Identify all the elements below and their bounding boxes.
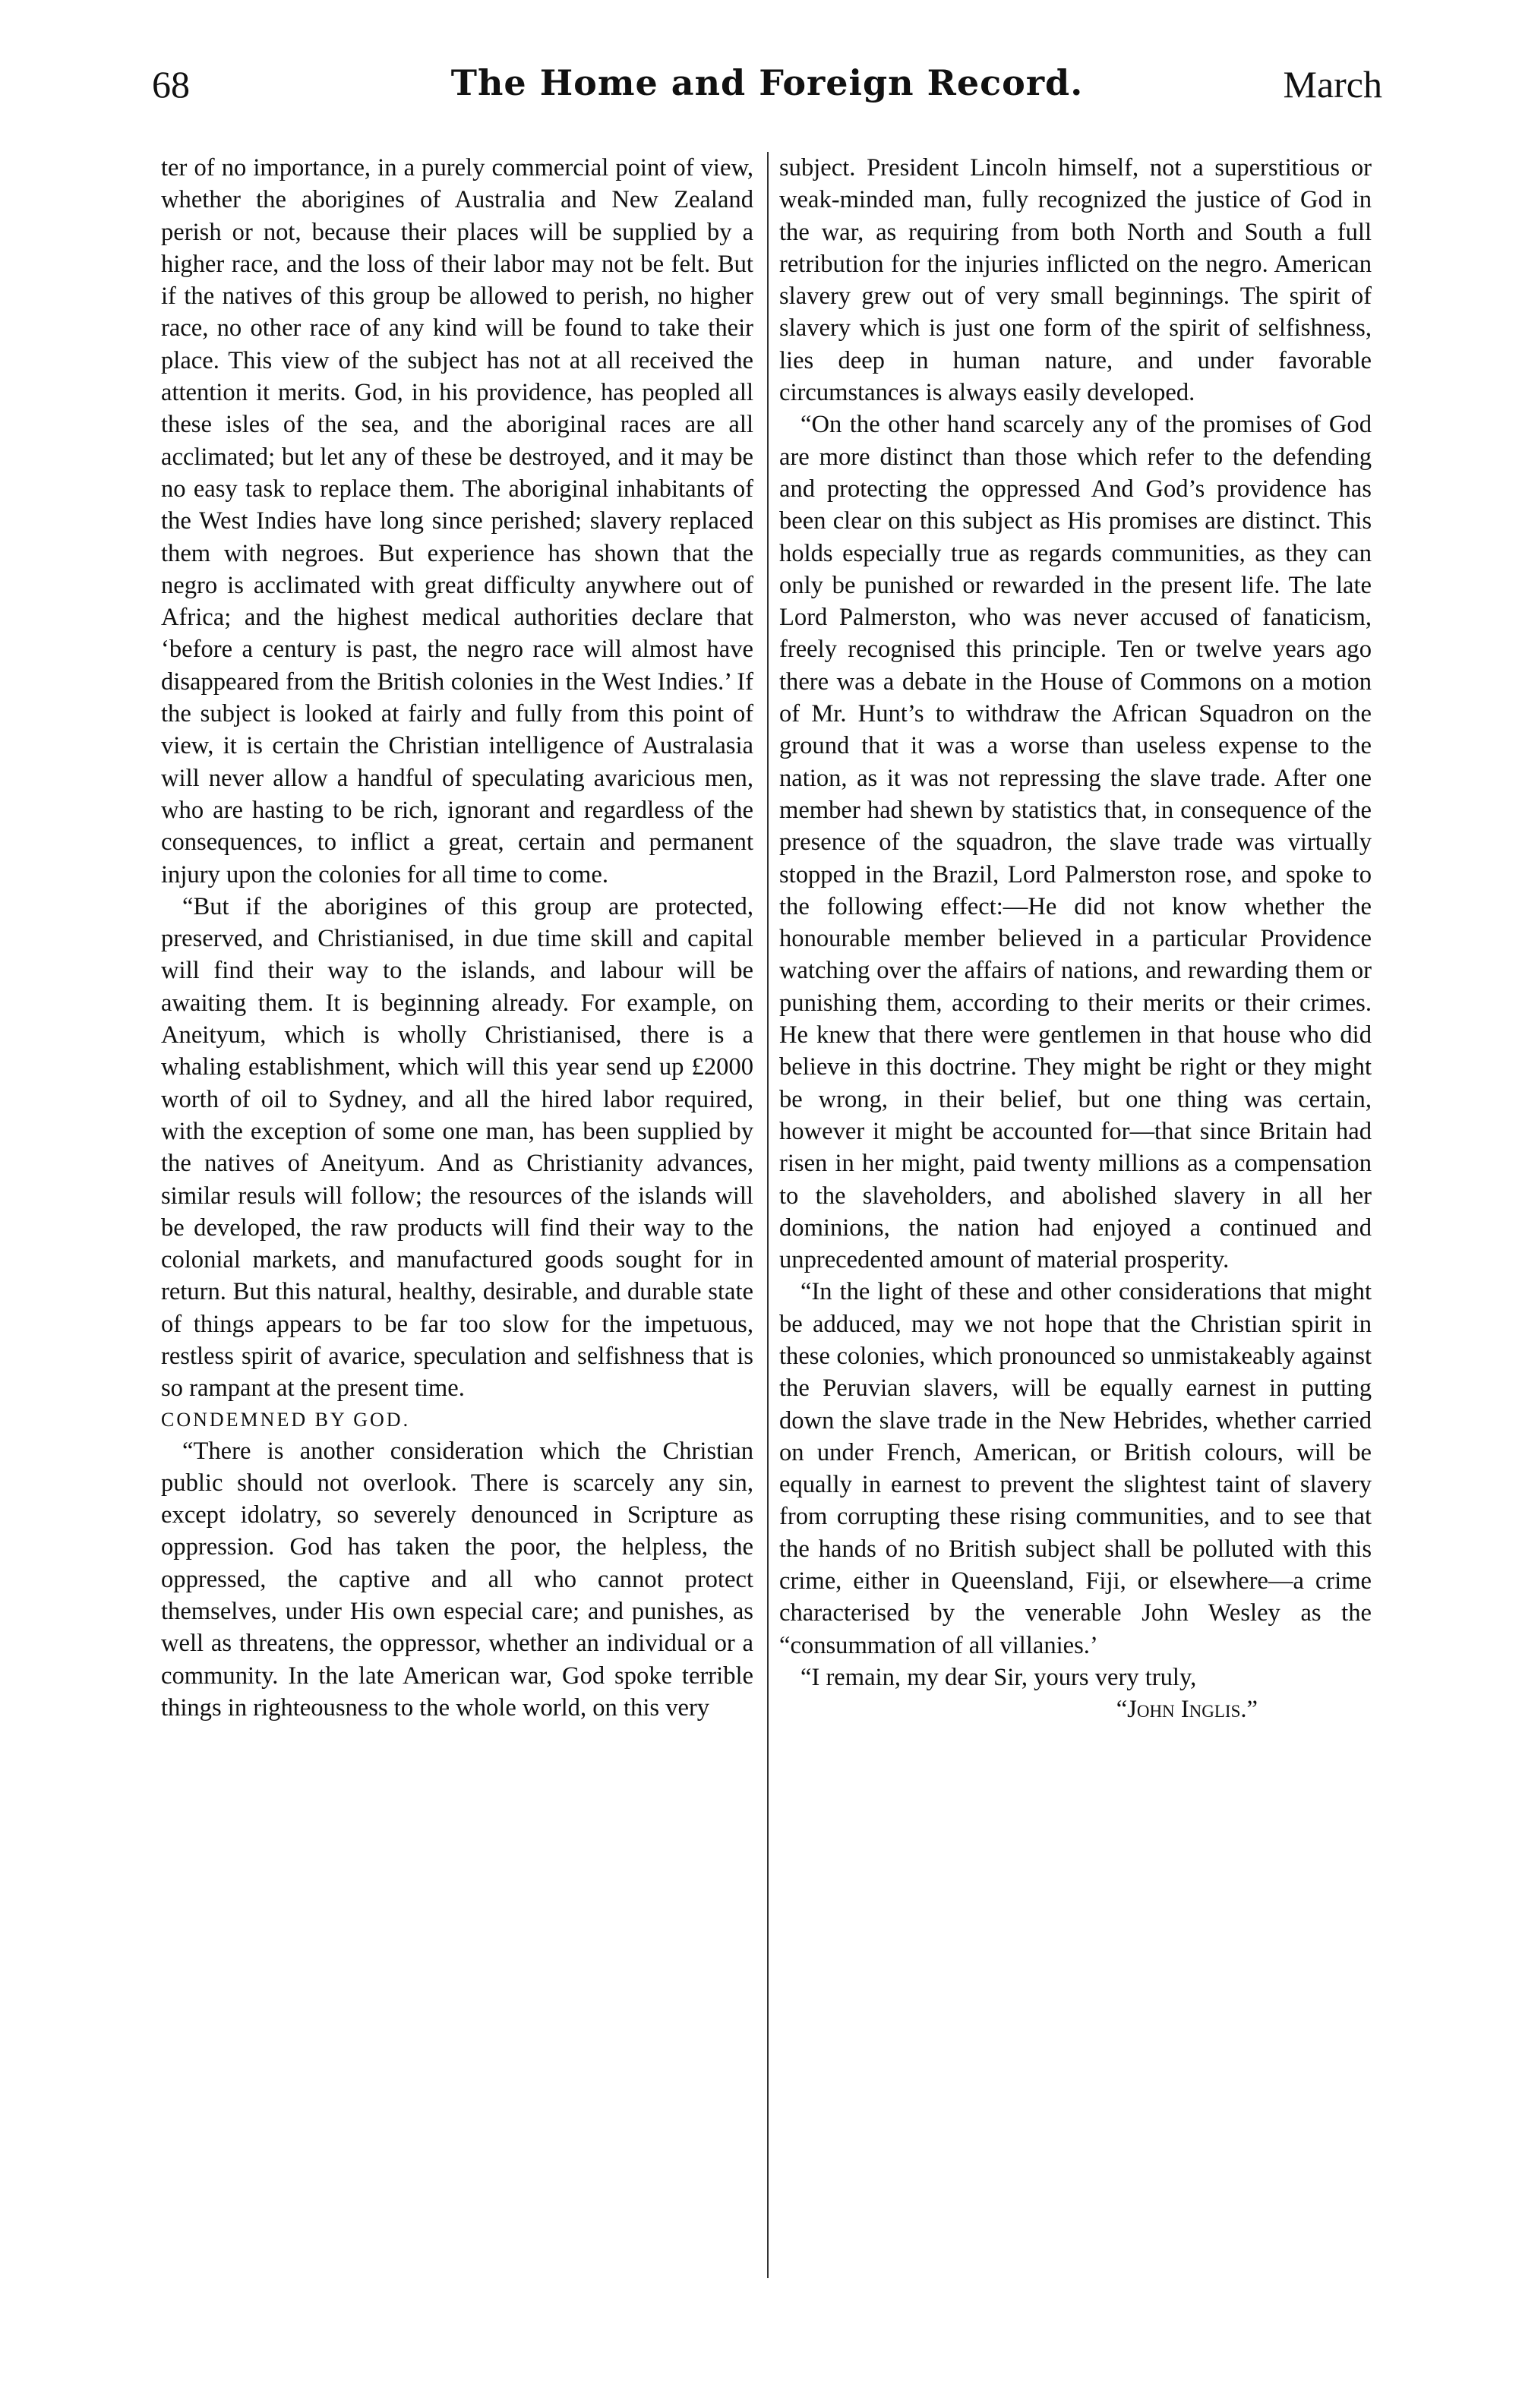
section-heading: CONDEMNED BY GOD. <box>161 1408 411 1431</box>
page-header <box>152 62 1382 115</box>
paragraph: ter of no importance, in a purely commercial point of view, whether the aborigines of Australia and New Zealand perish or not, because their places will be supplied by a higher race, and the loss of their labor may not be felt. But if the natives of this group be allowed to perish, no higher race, no other race of any kind will be found to take their place. This view of the subject has not at all received the attention it merits. God, in his providence, has peopled all these isles of the sea, and the aboriginal races are all acclimated; but let any of these be destroyed, and it may be no easy task to replace them. The aboriginal inhabitants of the West Indies have long since perished; slavery replaced them with negroes. But experience has shown that the negro is acclimated with great difficulty anywhere out of Africa; and the highest medical authorities declare that ‘before a century is past, the negro race will almost have disappeared from the British colonies in the West Indies.’ If the subject is looked at fairly and fully from this point of view, it is certain the Christian intelligence of Australasia will never allow a handful of speculating avaricious men, who are hasting to be rich, ignorant and regardless of the consequences, to inflict a great, certain and permanent injury upon the colonies for all time to come. <box>161 154 753 888</box>
left-column <box>161 152 753 1724</box>
paragraph: “There is another consideration which the Christian public should not overlook. There is scarcely any sin, except idolatry, so severely denounced in Scripture as oppression. God has taken the poor, the helpless, the oppressed, the captive and all who cannot protect themselves, under His own especial care; and punishes, as well as threatens, the oppressor, whether an individual or a community. In the late American war, God spoke terrible things in righteousness to the whole world, on this very <box>161 1437 753 1722</box>
column-divider <box>767 152 769 2278</box>
paragraph: subject. President Lincoln himself, not a superstitious or weak-minded man, fully recognized the justice of God in the war, as requiring from both North and South a full retribution for the injuries inflicted on the negro. American slavery grew out of very small beginnings. The spirit of slavery which is just one form of the spirit of selfishness, lies deep in human nature, and under favorable circumstances is always easily developed. <box>779 154 1372 407</box>
signature: “John Inglis.” <box>1116 1696 1258 1724</box>
issue-month: March <box>1283 63 1382 106</box>
running-title: The Home and Foreign Record. <box>450 62 1084 103</box>
paragraph: “On the other hand scarcely any of the promises of God are more distinct than those which refer to the defending and protecting the oppressed And God’s providence has been clear on this subject as His promises are distinct. This holds especially true as regards communities, as they can only be punished or rewarded in the present life. The late Lord Palmerston, who was never accused of fanaticism, freely recognised this principle. Ten or twelve years ago there was a debate in the House of Commons on a motion of Mr. Hunt’s to withdraw the African Squadron on the ground that it was a worse than useless expense to the nation, as it was not repressing the slave trade. After one member had shewn by statistics that, in consequence of the presence of the squadron, the slave trade was virtually stopped in the Brazil, Lord Palmerston rose, and spoke to the following effect:—He did not know whether the honourable member believed in a particular Providence watching over the affairs of nations, and rewarding them or punishing them, according to their merits or their crimes. He knew that there were gentlemen in that house who did believe in this doctrine. They might be right or they might be wrong, in their belief, but one thing was certain, however it might be accounted for—that since Britain had risen in her might, paid twenty millions as a compensation to the slaveholders, and abolished slavery in all her dominions, the nation had enjoyed a continued and unprecedented amount of material prosperity. <box>779 411 1372 1274</box>
paragraph: “In the light of these and other considerations that might be adduced, may we not hope that the Christian spirit in these colonies, which pronounced so unmistakeably against the Peruvian slavers, will be equally earnest in putting down the slave trade in the New Hebrides, whether carried on under French, American, or British colours, will be equally in earnest to prevent the slightest taint of slavery from corrupting these rising communities, and to see that the hands of no British subject shall be polluted with this crime, either in Queensland, Fiji, or elsewhere—a crime characterised by the venerable John Wesley as the “consummation of all villanies.’ <box>779 1278 1372 1659</box>
right-column <box>779 152 1372 1726</box>
paragraph: “But if the aborigines of this group are protected, preserved, and Christianised, in due time skill and capital will find their way to the islands, and labour will be awaiting them. It is beginning already. For example, on Aneityum, which is wholly Christianised, there is a whaling establishment, which will this year send up £2000 worth of oil to Sydney, and all the hired labor required, with the exception of some one man, has been supplied by the natives of Aneityum. And as Christianity advances, similar resuls will follow; the resources of the islands will be developed, the raw products will find their way to the colonial markets, and manufactured goods sought for in return. But this natural, healthy, desirable, and durable state of things appears to be far too slow for the impetuous, restless spirit of avarice, speculation and selfishness that is so rampant at the present time. <box>161 892 753 1403</box>
letter-closing: “I remain, my dear Sir, yours very truly, <box>800 1663 1197 1691</box>
page-number: 68 <box>152 63 190 106</box>
